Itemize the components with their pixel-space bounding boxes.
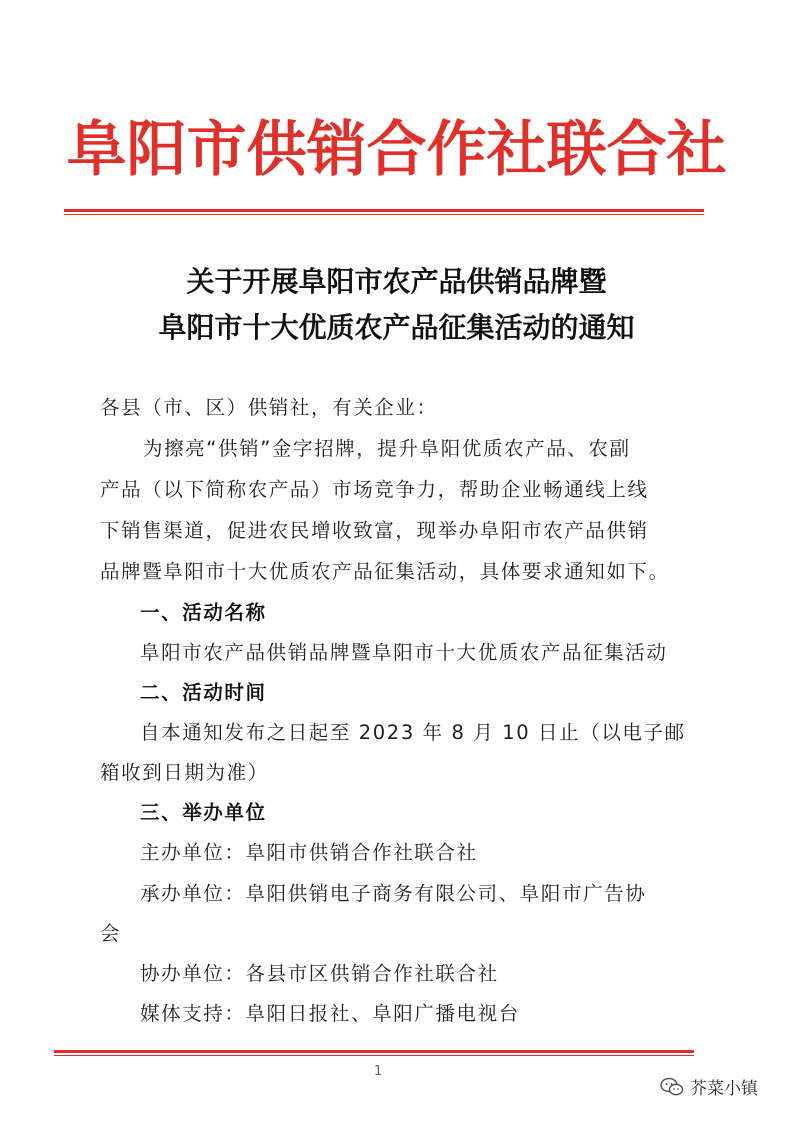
intro-line-1: 为擦亮“供销”金字招牌，提升阜阳优质农产品、农副 [143, 437, 631, 460]
letterhead-rule-thin [64, 214, 704, 215]
intro-line-3: 下销售渠道，促进农民增收致富，现举办阜阳市农产品供销 [100, 519, 649, 542]
document-title-line2: 阜阳市十大优质农产品征集活动的通知 [158, 311, 635, 344]
section-1-heading: 一、活动名称 [140, 601, 267, 624]
intro-line-2: 产品（以下简称农产品）市场竞争力，帮助企业畅通线上线 [100, 478, 649, 501]
watermark-text: 芥菜小镇 [690, 1079, 758, 1099]
watermark [660, 1074, 758, 1099]
host-unit: 主办单位：阜阳市供销合作社联合社 [140, 841, 478, 864]
section-3-heading: 三、举办单位 [140, 801, 267, 824]
co-organizer-unit: 协办单位：各县市区供销合作社联合社 [140, 962, 499, 985]
footer-rule-thin [54, 1055, 694, 1056]
intro-line-4: 品牌暨阜阳市十大优质农产品征集活动，具体要求通知如下。 [100, 560, 670, 583]
organizer-unit-line2: 会 [100, 922, 122, 945]
document-title-line1: 关于开展阜阳市农产品供销品牌暨 [186, 265, 607, 298]
section-2-body-line2: 箱收到日期为准） [100, 761, 269, 784]
letterhead-title: 阜阳市供销合作社联合社 [66, 115, 727, 185]
letterhead-rule-thick [64, 209, 704, 212]
footer-rule-thick [54, 1050, 694, 1053]
media-support: 媒体支持：阜阳日报社、阜阳广播电视台 [140, 1002, 520, 1025]
salutation: 各县（市、区）供销社，有关企业： [100, 396, 438, 419]
page-number: 1 [374, 1064, 383, 1079]
section-2-heading: 二、活动时间 [140, 681, 267, 704]
wechat-icon [660, 1077, 684, 1097]
organizer-unit-line1: 承办单位：阜阳供销电子商务有限公司、阜阳市广告协 [140, 882, 647, 905]
section-2-body-line1: 自本通知发布之日起至 2023 年 8 月 10 日止（以电子邮 [140, 721, 686, 744]
section-1-body: 阜阳市农产品供销品牌暨阜阳市十大优质农产品征集活动 [140, 641, 668, 664]
